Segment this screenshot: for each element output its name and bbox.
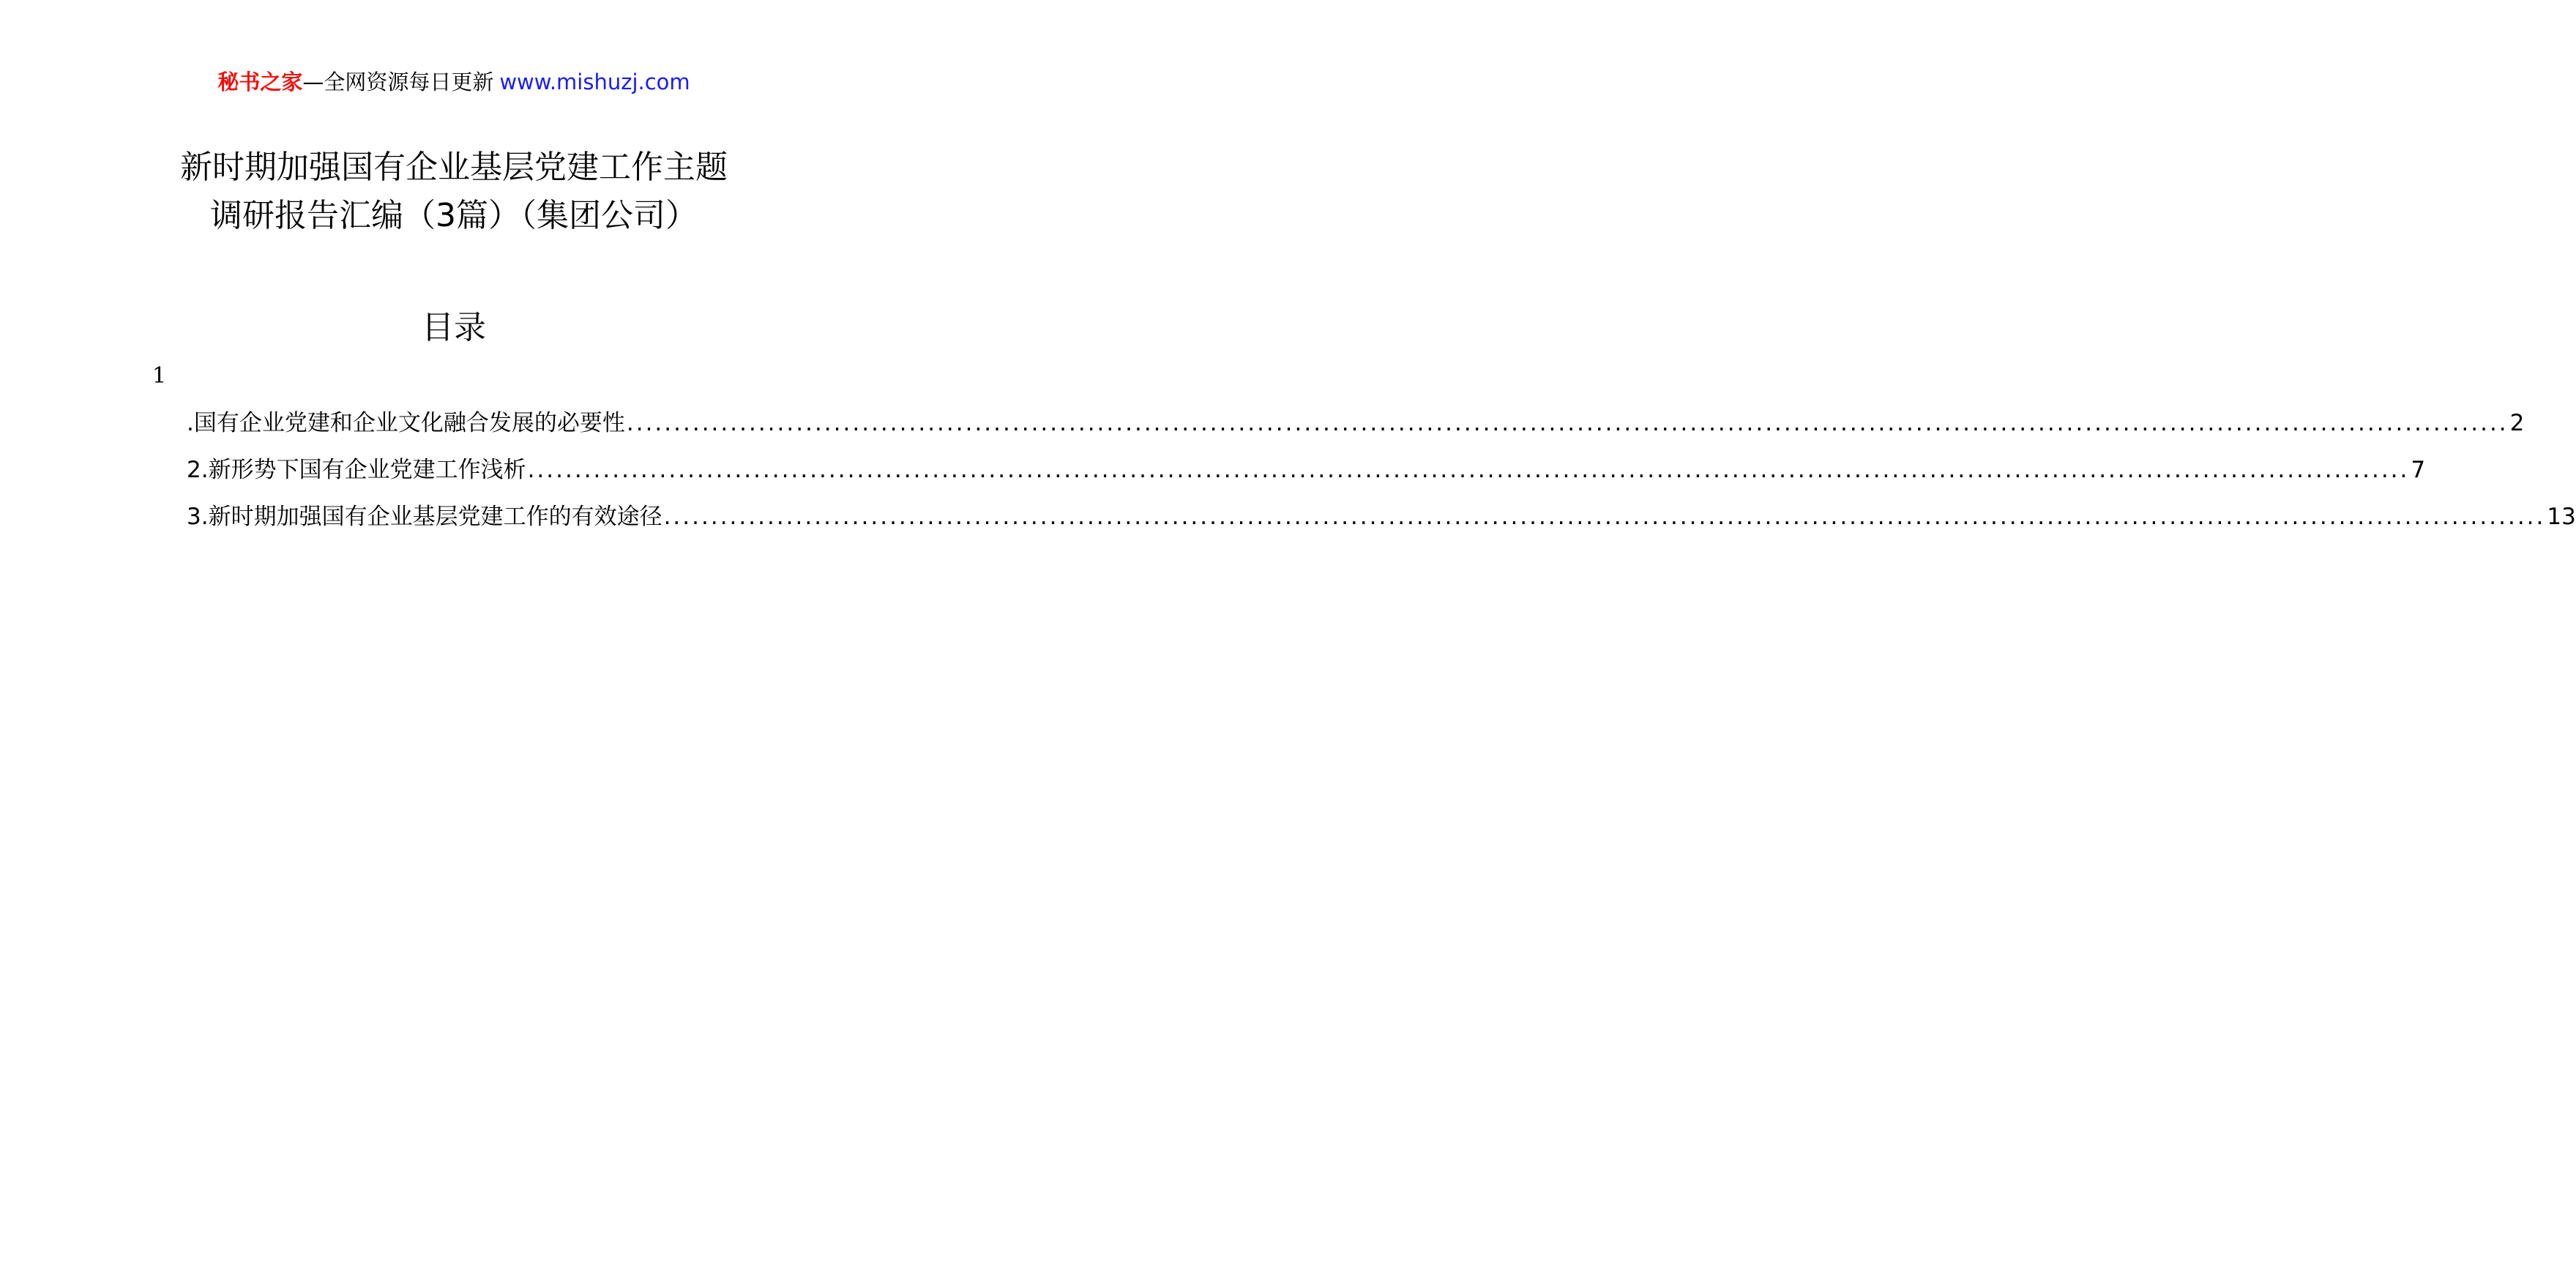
toc-entry-page: 7 xyxy=(2411,457,2426,483)
toc-entry-page: 2 xyxy=(2509,410,2525,436)
toc-list xyxy=(187,407,2576,548)
toc-leader-dots: ........................................................................................................................................................................................................ xyxy=(626,410,2509,436)
toc-marker: 1 xyxy=(152,363,167,389)
toc-entry-label: 3.新时期加强国有企业基层党建工作的有效途径 xyxy=(187,504,662,530)
toc-leader-dots: ........................................................................................................................................................................................................ xyxy=(527,457,2410,483)
toc-entry[interactable] xyxy=(187,501,2576,548)
toc-entry-label: .国有企业党建和企业文化融合发展的必要性 xyxy=(187,410,625,436)
toc-entry-page: 13 xyxy=(2547,504,2576,530)
slogan: —全网资源每日更新 xyxy=(302,70,494,94)
toc-entry-label: 2.新形势下国有企业党建工作浅析 xyxy=(187,457,526,483)
document-title xyxy=(88,143,820,240)
site-header xyxy=(0,67,908,97)
toc-entry[interactable] xyxy=(187,407,2525,454)
toc-leader-dots: ........................................................................................................................................................................................................ xyxy=(663,504,2546,530)
title-line-1: 新时期加强国有企业基层党建工作主题 xyxy=(180,149,728,186)
toc-heading: 目录 xyxy=(422,309,486,346)
brand-name: 秘书之家 xyxy=(217,70,303,94)
toc-entry[interactable] xyxy=(187,454,2426,501)
site-url-link[interactable]: www.mishuzj.com xyxy=(499,70,690,94)
title-line-2: 调研报告汇编（3篇）（集团公司） xyxy=(210,197,698,234)
